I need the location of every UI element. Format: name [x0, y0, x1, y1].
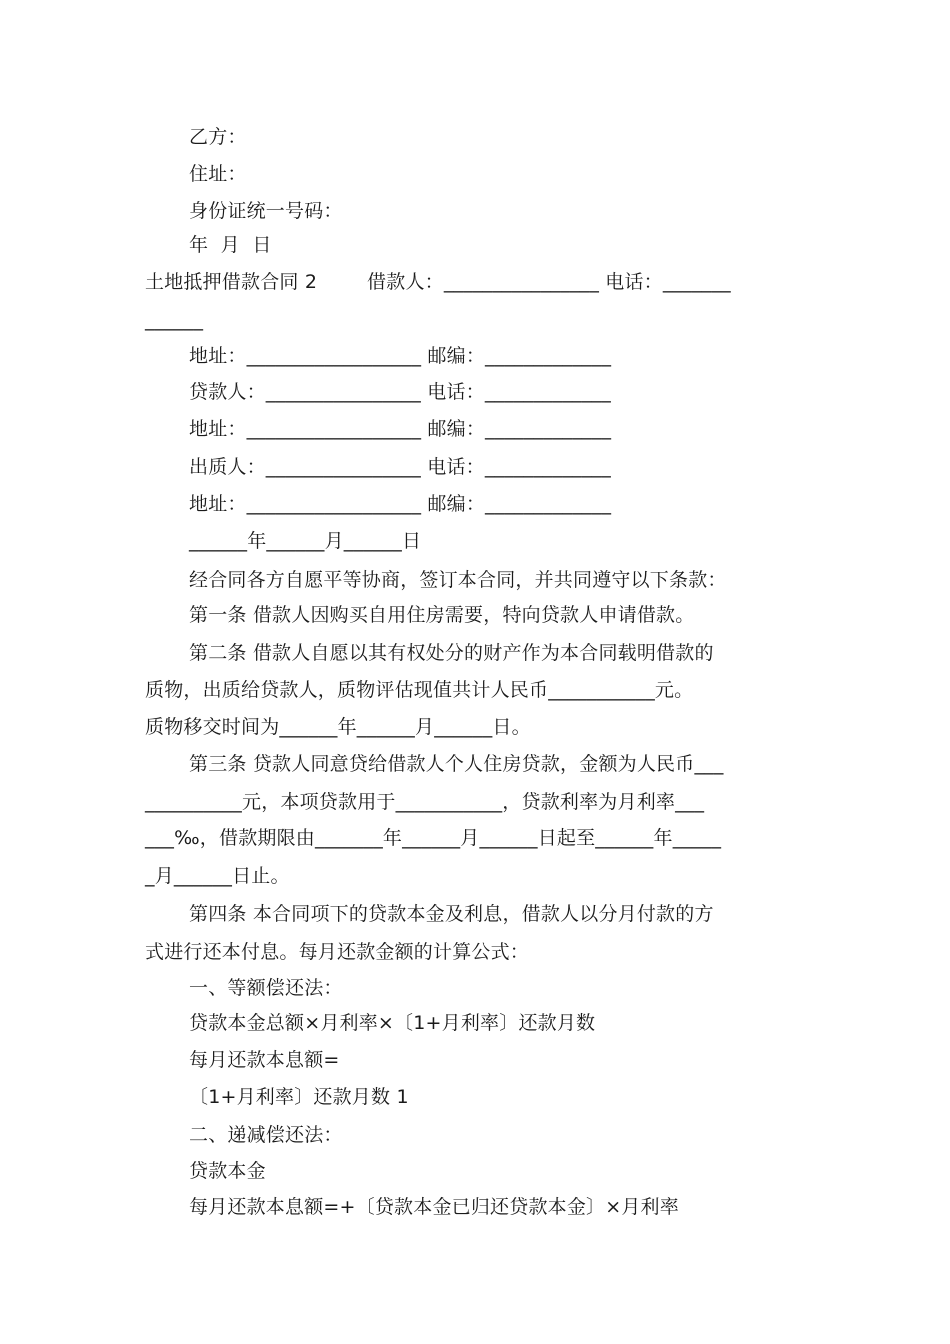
lender-address-line: 地址：__________________ 邮编：_____________: [189, 418, 612, 440]
article-2-line-3: 质物移交时间为______年______月______日。: [145, 716, 531, 738]
date-line: 年 月 日: [189, 234, 272, 256]
pledgor-line: 出质人：________________ 电话：_____________: [189, 456, 611, 478]
id-number-label: 身份证统一号码：: [189, 200, 343, 222]
formula-1-denominator: 〔1+月利率〕还款月数 1: [189, 1086, 409, 1108]
signing-date-line: ______年______月______日: [189, 530, 422, 552]
article-3-line-3: ___‰，借款期限由_______年______月______日起至______年_____: [145, 827, 722, 849]
method-1-heading: 一、等额偿还法：: [189, 977, 343, 999]
lender-line: 贷款人：________________ 电话：_____________: [189, 381, 611, 403]
party-b-label: 乙方：: [189, 126, 247, 148]
preamble-paragraph: 经合同各方自愿平等协商，签订本合同，并共同遵守以下条款：: [189, 569, 727, 591]
article-1: 第一条 借款人因购买自用住房需要，特向贷款人申请借款。: [189, 604, 695, 626]
article-3-line-4: _月______日止。: [145, 865, 290, 887]
formula-2-numerator: 贷款本金: [189, 1160, 266, 1182]
formula-1-numerator: 贷款本金总额×月利率×〔1+月利率〕还款月数: [189, 1012, 596, 1034]
article-4-line-2: 式进行还本付息。每月还款金额的计算公式：: [145, 941, 530, 963]
phone-continuation: ______: [145, 309, 204, 331]
article-2-line-2: 质物，出质给贷款人，质物评估现值共计人民币___________元。: [145, 679, 694, 701]
address-label: 住址：: [189, 163, 247, 185]
article-4-line-1: 第四条 本合同项下的贷款本金及利息，借款人以分月付款的方: [189, 903, 714, 925]
contract-title-line: 土地抵押借款合同 2 借款人：________________ 电话：_______: [145, 271, 731, 293]
pledgor-address-line: 地址：__________________ 邮编：_____________: [189, 493, 612, 515]
article-2-line-1: 第二条 借款人自愿以其有权处分的财产作为本合同载明借款的: [189, 642, 714, 664]
formula-2-line: 每月还款本息额=+〔贷款本金已归还贷款本金〕×月利率: [189, 1196, 679, 1218]
article-3-line-1: 第三条 贷款人同意贷给借款人个人住房贷款，金额为人民币___: [189, 753, 724, 775]
method-2-heading: 二、递减偿还法：: [189, 1124, 343, 1146]
article-3-line-2: __________元，本项贷款用于___________，贷款利率为月利率___: [145, 791, 705, 813]
borrower-address-line: 地址：__________________ 邮编：_____________: [189, 345, 612, 367]
formula-1-label: 每月还款本息额=: [189, 1049, 340, 1071]
